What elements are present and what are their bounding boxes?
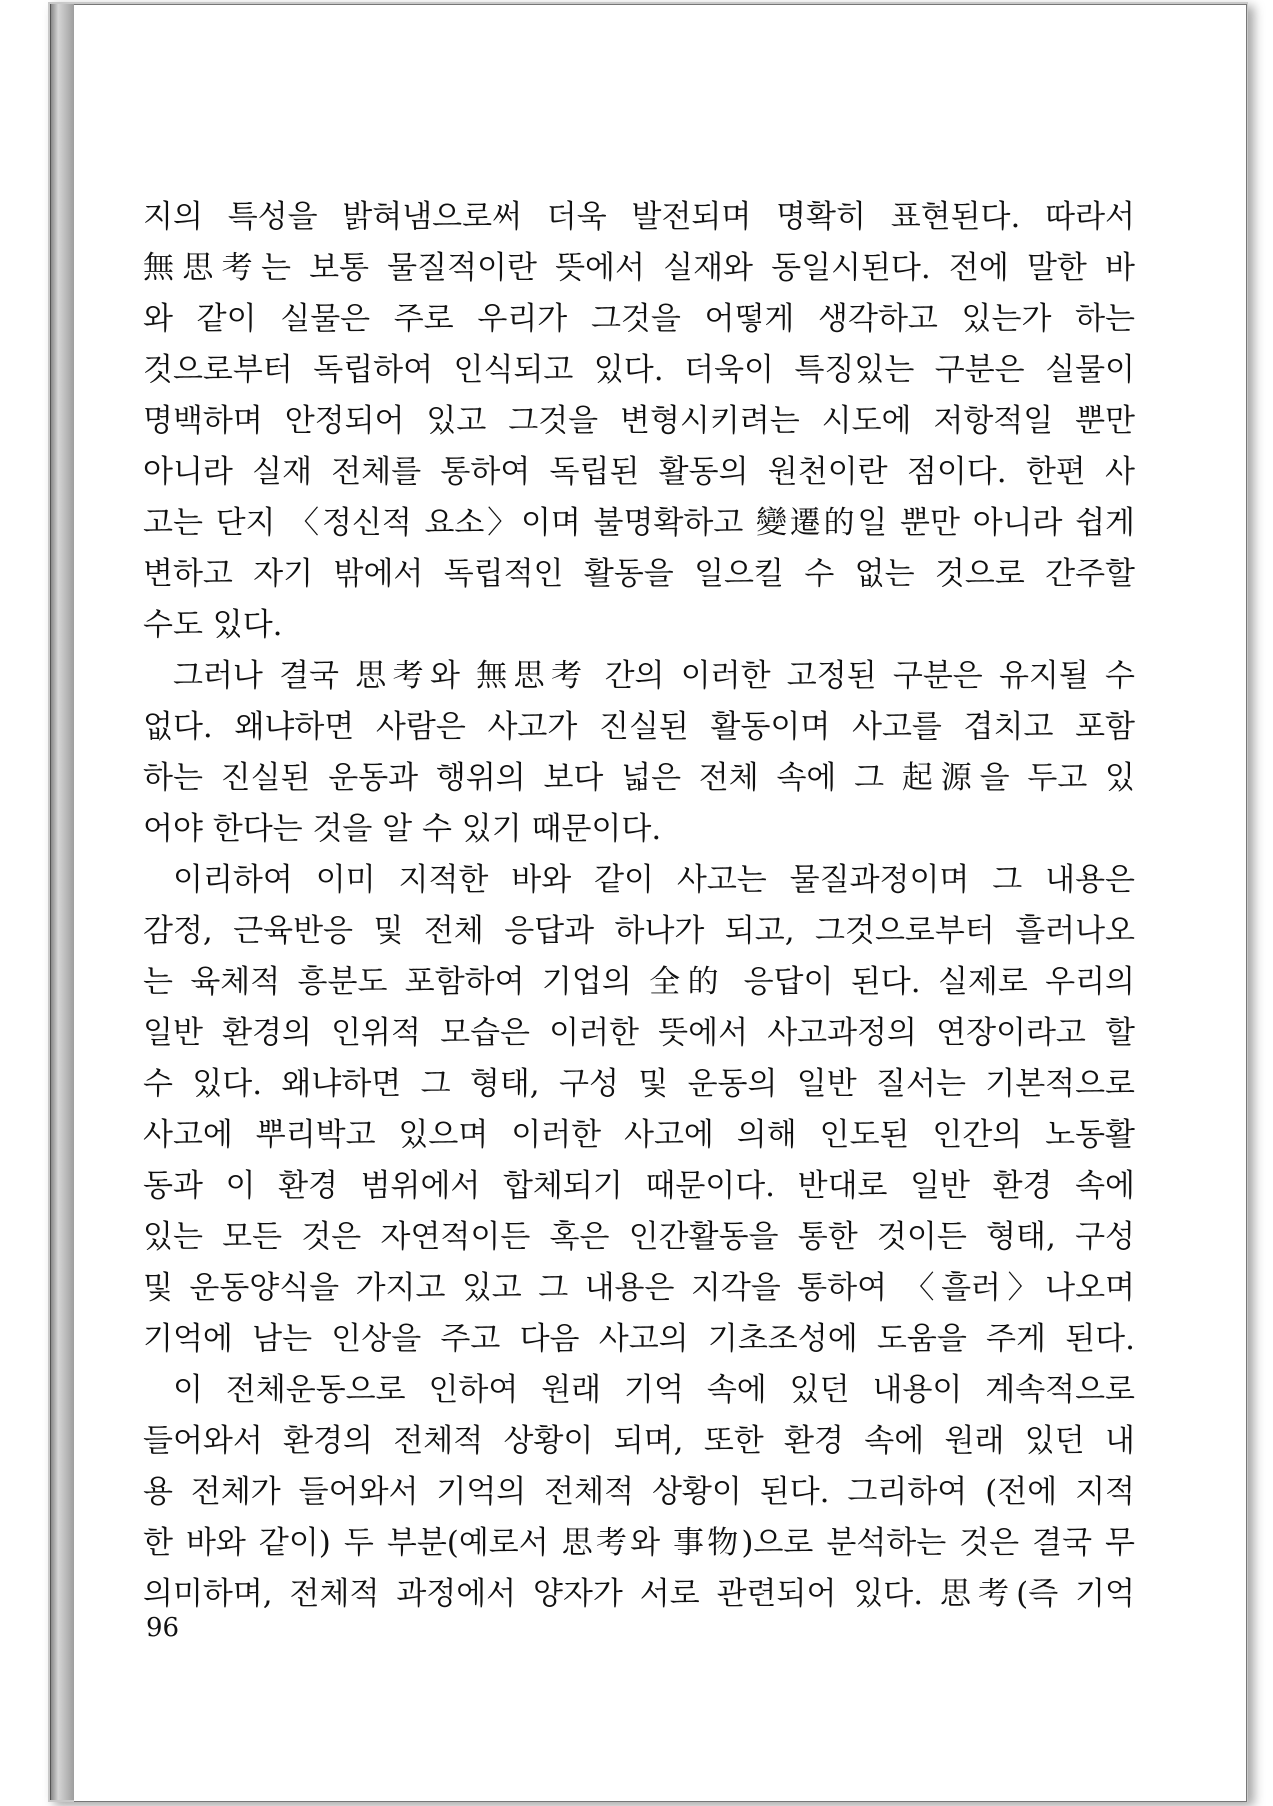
text-line: 의미하며, 전체적 과정에서 양자가 서로 관련되어 있다. 思考(즉 기억 [143, 1576, 1135, 1612]
text-line: 한 바와 같이) 두 부분(예로서 思考와 事物)으로 분석하는 것은 결국 무 [143, 1525, 1135, 1561]
text-line: 일반 환경의 인위적 모습은 이러한 뜻에서 사고과정의 연장이라고 할 [143, 1015, 1135, 1051]
text-line: 사고에 뿌리박고 있으며 이러한 사고에 의해 인도된 인간의 노동활 [143, 1117, 1135, 1153]
text-line: 명백하며 안정되어 있고 그것을 변형시키려는 시도에 저항적일 뿐만 [143, 403, 1135, 439]
text-line: 와 같이 실물은 주로 우리가 그것을 어떻게 생각하고 있는가 하는 [143, 301, 1135, 337]
text-line: 것으로부터 독립하여 인식되고 있다. 더욱이 특징있는 구분은 실물이 [143, 352, 1135, 388]
text-line: 기억에 남는 인상을 주고 다음 사고의 기초조성에 도움을 주게 된다. [143, 1321, 1135, 1357]
text-line: 어야 한다는 것을 알 수 있기 때문이다. [143, 811, 662, 847]
text-line: 수도 있다. [143, 607, 283, 643]
text-line: 無思考는 보통 물질적이란 뜻에서 실재와 동일시된다. 전에 말한 바 [143, 250, 1135, 286]
text-line: 하는 진실된 운동과 행위의 보다 넓은 전체 속에 그 起源을 두고 있 [143, 760, 1135, 796]
text-line: 없다. 왜냐하면 사람은 사고가 진실된 활동이며 사고를 겹치고 포함 [143, 709, 1135, 745]
text-line: 있는 모든 것은 자연적이든 혹은 인간활동을 통한 것이든 형태, 구성 [143, 1219, 1135, 1255]
text-line: 및 운동양식을 가지고 있고 그 내용은 지각을 통하여 〈흘러〉나오며 [143, 1270, 1135, 1306]
text-line: 들어와서 환경의 전체적 상황이 되며, 또한 환경 속에 원래 있던 내 [143, 1423, 1135, 1459]
page-number: 96 [146, 1613, 180, 1643]
text-line: 지의 특성을 밝혀냄으로써 더욱 발전되며 명확히 표현된다. 따라서 [143, 199, 1135, 235]
page-edge [50, 4, 75, 1800]
text-line: 동과 이 환경 범위에서 합체되기 때문이다. 반대로 일반 환경 속에 [143, 1168, 1135, 1204]
text-line: 용 전체가 들어와서 기억의 전체적 상황이 된다. 그리하여 (전에 지적 [143, 1474, 1135, 1510]
text-line: 이리하여 이미 지적한 바와 같이 사고는 물질과정이며 그 내용은 [173, 862, 1135, 898]
text-line: 그러나 결국 思考와 無思考 간의 이러한 고정된 구분은 유지될 수 [173, 658, 1135, 694]
text-line: 수 있다. 왜냐하면 그 형태, 구성 및 운동의 일반 질서는 기본적으로 [143, 1066, 1135, 1102]
text-line: 아니라 실재 전체를 통하여 독립된 활동의 원천이란 점이다. 한편 사 [143, 454, 1135, 490]
text-line: 고는 단지 〈정신적 요소〉이며 불명확하고 變遷的일 뿐만 아니라 쉽게 [143, 505, 1135, 541]
text-line: 감정, 근육반응 및 전체 응답과 하나가 되고, 그것으로부터 흘러나오 [143, 913, 1135, 949]
body-text [143, 192, 1135, 1620]
text-line: 변하고 자기 밖에서 독립적인 활동을 일으킬 수 없는 것으로 간주할 [143, 556, 1135, 592]
text-line: 는 육체적 흥분도 포함하여 기업의 全的 응답이 된다. 실제로 우리의 [143, 964, 1135, 1000]
text-line: 이 전체운동으로 인하여 원래 기억 속에 있던 내용이 계속적으로 [173, 1372, 1135, 1408]
